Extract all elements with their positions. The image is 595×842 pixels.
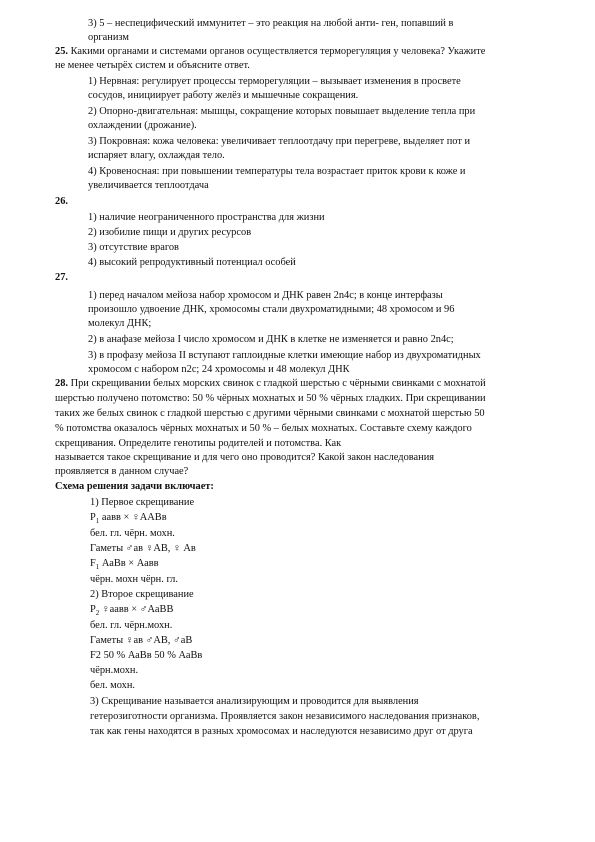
- q25-answer-line: сосудов, инициирует работу желёз и мышечные сокращения.: [88, 90, 359, 101]
- conclusion-line: 3) Скрещивание называется анализирующим и проводится для выявления: [90, 696, 419, 707]
- q25-answer-line: охлаждении (дрожание).: [88, 120, 197, 131]
- conclusion-line: так как гены находятся в разных хромосомах и наследуются независимо друг от друга: [90, 726, 473, 737]
- q27-answer-line: 3) в профазу мейоза II вступают гаплоидные клетки имеющие набор из двухроматидных: [88, 350, 481, 361]
- question-25: [55, 46, 485, 58]
- scheme-line: бел. гл. чёрн. мохн.: [90, 528, 175, 539]
- scheme-line: чёрн.мохн.: [90, 665, 139, 676]
- scheme-line: бел. гл. чёрн.мохн.: [90, 620, 173, 631]
- q27-answer-line: произошло удвоение ДНК, хромосомы стали двухроматидными; 48 хромосом и 96: [88, 304, 455, 315]
- scheme-line: Гаметы ♀ав ♂АВ, ♂аВ: [90, 635, 193, 646]
- q25-answer-line: 1) Нервная: регулирует процессы терморегуляции – вызывает изменения в просвете: [88, 76, 461, 87]
- q27-answer-line: хромосом с набором n2c; 24 хромосомы и 48 молекул ДНК: [88, 364, 350, 375]
- scheme-line: Гаметы ♂ав ♀АВ, ♀ Ав: [90, 543, 196, 554]
- scheme-heading: Схема решения задачи включает:: [55, 481, 214, 492]
- scheme-p1-genotypes: аавв × ♀ААВв: [99, 512, 167, 523]
- scheme-line: чёрн. мохн чёрн. гл.: [90, 574, 178, 585]
- scheme-line: F2 50 % АаВв 50 % АаВв: [90, 650, 203, 661]
- scheme-p-sub: 1: [95, 517, 100, 526]
- question-28-text: шерстью получено потомство: 50 % чёрных мохнатых и 50 % чёрных гладких. При скрещивании: [55, 393, 486, 404]
- q27-answer-line: 1) перед началом мейоза набор хромосом и ДНК равен 2n4c; в конце интерфазы: [88, 290, 443, 301]
- q27-answer-line: молекул ДНК;: [88, 318, 152, 329]
- conclusion-line: гетерозиготности организма. Проявляется закон независимого наследования признаков,: [90, 711, 480, 722]
- question-28-number: 28.: [55, 378, 68, 389]
- scheme-parents-2: [90, 604, 173, 619]
- question-25-text-2: не менее четырёх систем и объясните ответ.: [55, 60, 250, 71]
- scheme-p-symbol: Р: [90, 512, 96, 523]
- scheme-line: 1) Первое скрещивание: [90, 497, 195, 508]
- intro-item-line-1: 3) 5 – неспецифический иммунитет – это реакция на любой анти- ген, попавший в: [88, 18, 454, 29]
- scheme-f1-genotypes: АаВв × Аавв: [99, 558, 159, 569]
- scheme-p2-sub: 2: [95, 609, 100, 618]
- q25-answer-line: 3) Покровная: кожа человека: увеличивает теплоотдачу при перегреве, выделяет пот и: [88, 136, 471, 147]
- scheme-line: бел. мохн.: [90, 680, 136, 691]
- q26-answer-line: 2) изобилие пищи и других ресурсов: [88, 227, 252, 238]
- question-28-text: называется такое скрещивание и для чего оно проводится? Какой закон наследования: [55, 452, 435, 463]
- question-28-text: проявляется в данном случае?: [55, 466, 189, 477]
- q25-answer-line: 2) Опорно-двигательная: мышцы, сокращение которых повышает выделение тепла при: [88, 106, 476, 117]
- q25-answer-line: 4) Кровеносная: при повышении температуры тела возрастает приток крови к коже и: [88, 166, 466, 177]
- scheme-line: 2) Второе скрещивание: [90, 589, 194, 600]
- scheme-p2-symbol: Р: [90, 604, 96, 615]
- question-27-number: 27.: [55, 272, 68, 283]
- q26-answer-line: 1) наличие неограниченного пространства для жизни: [88, 212, 325, 223]
- question-28-text-1: При скрещивании белых морских свинок с гладкой шерстью с чёрными свинками с мохнатой: [70, 378, 486, 389]
- q25-answer-line: испаряет влагу, охлаждая тело.: [88, 150, 225, 161]
- q26-answer-line: 4) высокий репродуктивный потенциал особей: [88, 257, 296, 268]
- question-25-text-1: Какими органами и системами органов осуществляется терморегуляция у человека? Укажите: [70, 46, 486, 57]
- scheme-parents-1: [90, 512, 167, 527]
- q26-answer-line: 3) отсутствие врагов: [88, 242, 179, 253]
- scheme-p2-genotypes: ♀аавв × ♂АаВВ: [99, 604, 174, 615]
- question-28-text: % потомства оказалось чёрных мохнатых и 50 % – белых мохнатых. Составьте схему каждого: [55, 423, 472, 434]
- intro-item-line-2: организм: [88, 32, 129, 43]
- question-26-number: 26.: [55, 196, 68, 207]
- question-28-text: скрещивания. Определите генотипы родителей и потомства. Как: [55, 438, 342, 449]
- q27-answer-line: 2) в анафазе мейоза I число хромосом и ДНК в клетке не изменяется и равно 2n4c;: [88, 334, 454, 345]
- question-28: [55, 378, 486, 390]
- q25-answer-line: увеличивается теплоотдача: [88, 180, 209, 191]
- question-28-text: таких же белых свинок с гладкой шерстью с другими чёрными свинками с мохнатой шерстью 50: [55, 408, 485, 419]
- scheme-f-symbol: F: [90, 558, 96, 569]
- scheme-f-sub: 1: [95, 563, 100, 572]
- scheme-f1: [90, 558, 159, 573]
- question-25-number: 25.: [55, 46, 68, 57]
